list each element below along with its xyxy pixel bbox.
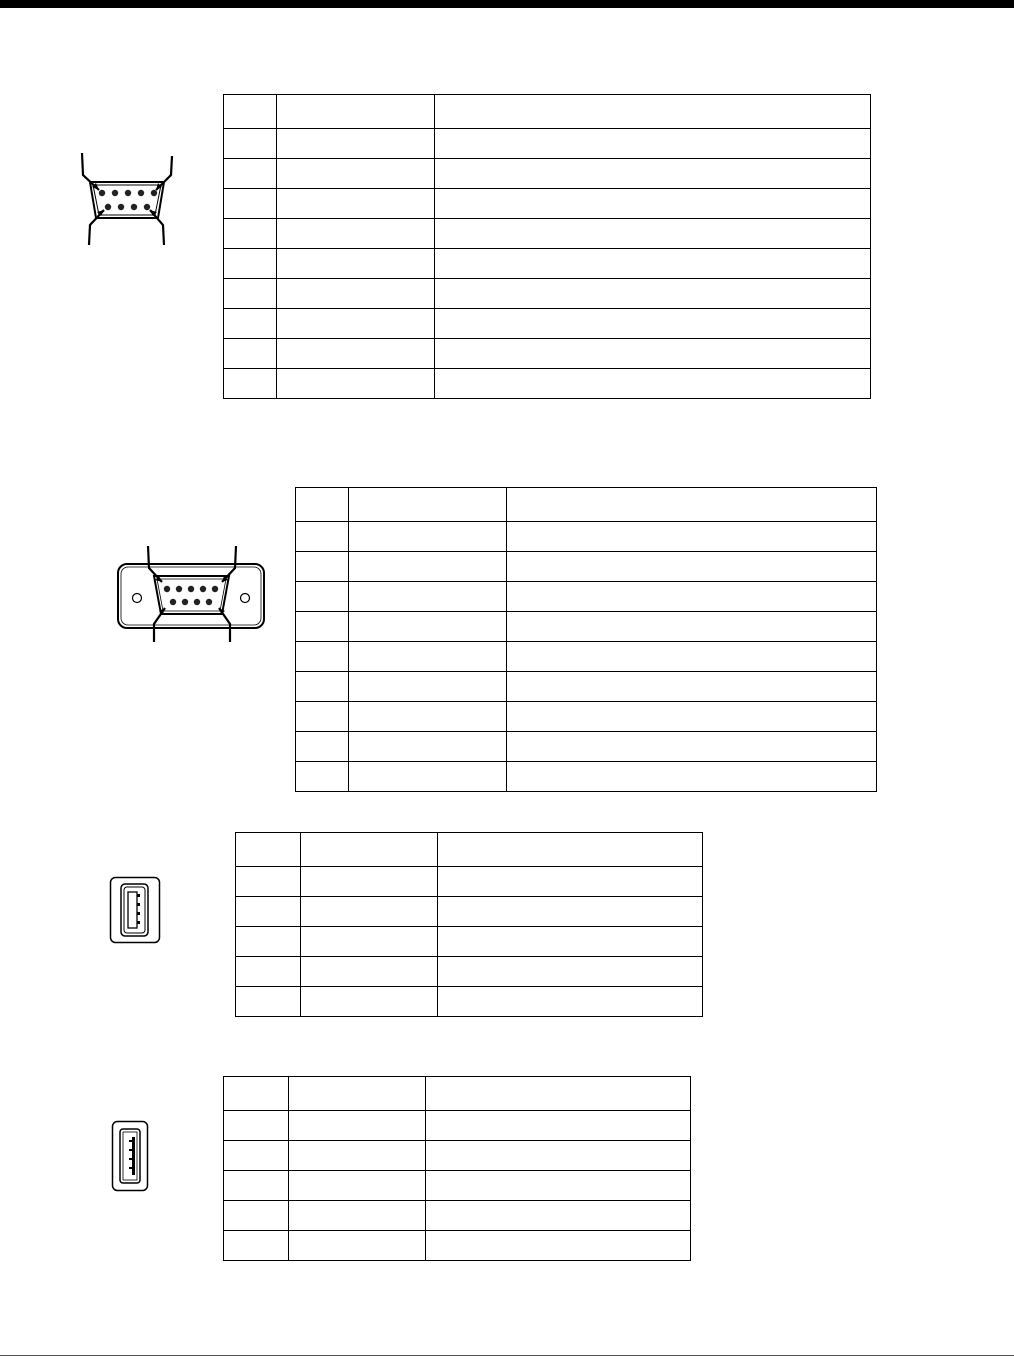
table-row — [224, 219, 871, 249]
table-row — [224, 1171, 691, 1201]
table-header-row — [236, 833, 703, 867]
db9-female-connector-icon — [112, 542, 270, 644]
table-row — [236, 987, 703, 1017]
table-row — [236, 927, 703, 957]
table-row — [296, 672, 877, 702]
table-row — [236, 897, 703, 927]
table-row — [296, 552, 877, 582]
table-row — [224, 129, 871, 159]
table-header-row — [224, 95, 871, 129]
pin-table-db9-female — [295, 487, 877, 792]
table-header-row — [224, 1077, 691, 1111]
usb-port-icon — [111, 1120, 149, 1192]
table-row — [224, 1201, 691, 1231]
table-row — [224, 189, 871, 219]
pin-table-db9-male — [223, 94, 871, 399]
page-bottom-rule — [0, 1355, 1014, 1356]
table-row — [296, 702, 877, 732]
table-row — [296, 582, 877, 612]
table-row — [224, 1231, 691, 1261]
table-row — [296, 522, 877, 552]
table-row — [224, 159, 871, 189]
table-row — [224, 1141, 691, 1171]
table-row — [224, 249, 871, 279]
table-header-row — [296, 488, 877, 522]
table-row — [224, 279, 871, 309]
table-row — [224, 309, 871, 339]
table-row — [296, 612, 877, 642]
pin-table-usb-a — [235, 832, 703, 1017]
db9-male-connector-icon — [72, 150, 182, 250]
table-row — [236, 957, 703, 987]
table-row — [296, 762, 877, 792]
table-row — [224, 1111, 691, 1141]
usb-a-connector-icon — [109, 876, 161, 944]
table-row — [296, 642, 877, 672]
page-top-bar — [0, 0, 1014, 8]
pin-table-usb-port — [223, 1076, 691, 1261]
table-row — [224, 339, 871, 369]
table-row — [224, 369, 871, 399]
table-row — [236, 867, 703, 897]
table-row — [296, 732, 877, 762]
